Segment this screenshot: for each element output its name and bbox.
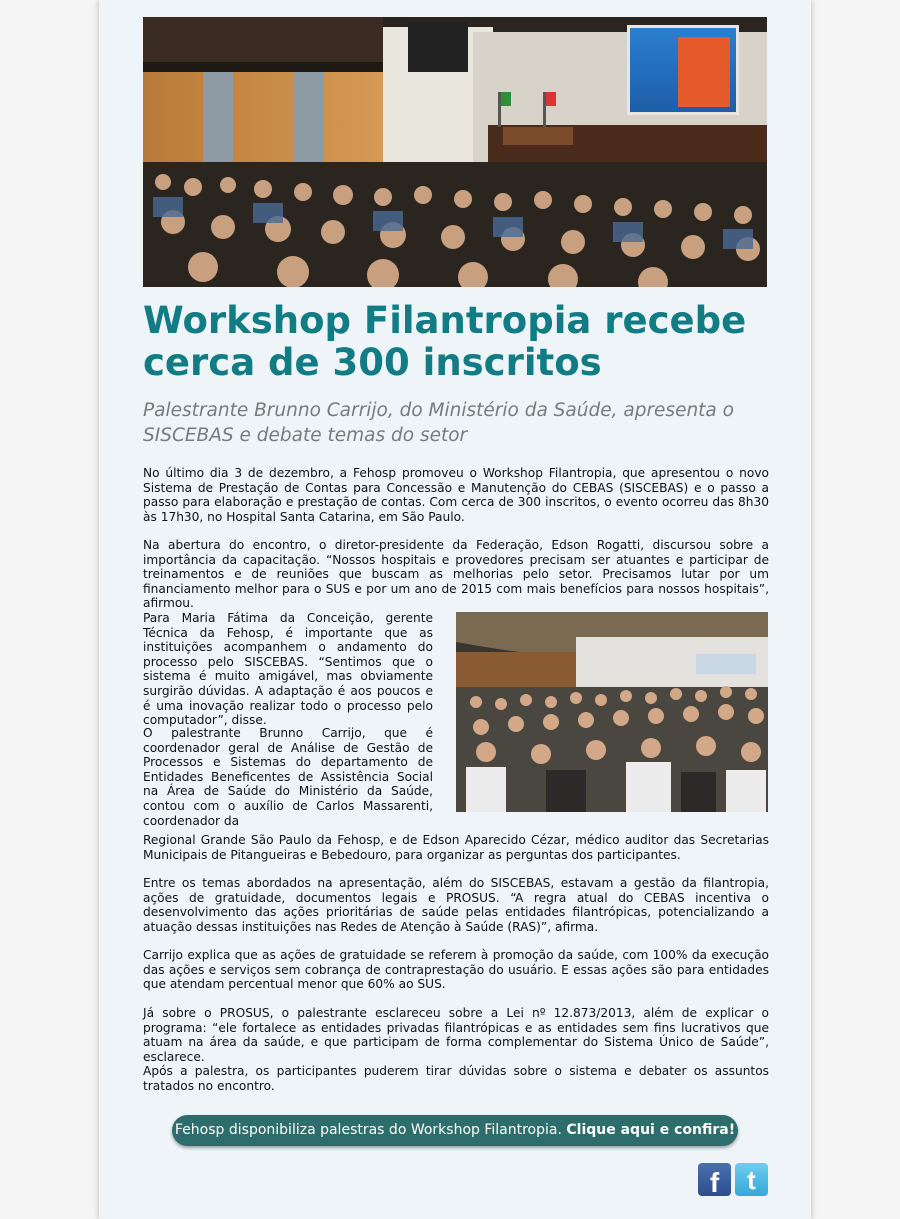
facebook-icon[interactable]: f [698,1163,731,1196]
paragraph-6: Carrijo explica que as ações de gratuidade se referem à promoção da saúde, com 100% da execução das ações e serviços sem cobrança de contraprestação do usuário. E essas ações são para entidades que atendam percentual menor que 60% ao SUS. [143,948,769,992]
audience-photo [456,612,768,812]
paragraph-8: Após a palestra, os participantes puderem tirar dúvidas sobre o sistema e debater os assuntos tratados no encontro. [143,1064,769,1093]
article-title: Workshop Filantropia recebe cerca de 300 inscritos [143,299,747,384]
paragraph-4-start: O palestrante Brunno Carrijo, que é coordenador geral de Análise de Gestão de Processos e Sistemas do departamento de Entidades Beneficentes de Assistência Social na Área de Saúde do Ministério da Saúde, contou com o auxílio de Carlos Massarenti, coordenador da [143,726,433,828]
banner-cta: Clique aqui e confira! [566,1122,736,1138]
lectures-banner-button[interactable] [172,1115,738,1146]
hero-photo [143,17,767,287]
banner-text: Fehosp disponibiliza palestras do Workshop Filantropia. [174,1122,567,1138]
paragraph-3: Para Maria Fátima da Conceição, gerente Técnica da Fehosp, é importante que as instituições acompanhem o andamento do processo pelo SISCEBAS. “Sentimos que o sistema é muito amigável, mas obviamente surgirão dúvidas. A adaptação é aos poucos e é uma inovação realizar todo o processo pelo computador”, disse. [143,611,433,728]
paragraph-1: No último dia 3 de dezembro, a Fehosp promoveu o Workshop Filantropia, que apresentou o novo Sistema de Prestação de Contas para Concessão e Manutenção do CEBAS (SISCEBAS) e o passo a passo para elaboração e prestação de contas. Com cerca de 300 inscritos, o evento ocorreu das 8h30 às 17h30, no Hospital Santa Catarina, em São Paulo. [143,466,769,524]
paragraph-7: Já sobre o PROSUS, o palestrante esclareceu sobre a Lei nº 12.873/2013, além de explicar o programa: “ele fortalece as entidades privadas filantrópicas e as entidades sem fins lucrativos que atuam na área da saúde, e que participam de forma complementar do Sistema Único de Saúde”, esclarece. [143,1006,769,1064]
article-subtitle: Palestrante Brunno Carrijo, do Ministério da Saúde, apresenta o SISCEBAS e debate temas do setor [143,400,734,446]
paragraph-4-continued: Regional Grande São Paulo da Fehosp, e de Edson Aparecido Cézar, médico auditor das Secretarias Municipais de Pitangueiras e Bebedouro, para organizar as perguntas dos participantes. [143,833,769,862]
paragraph-2: Na abertura do encontro, o diretor-presidente da Federação, Edson Rogatti, discursou sobre a importância da capacitação. “Nossos hospitais e provedores precisam ser atuantes e participar de treinamentos e de reuniões que buscam as melhorias pelo setor. Precisamos lutar por um financiamento melhor para o SUS e por um ano de 2015 com mais benefícios para nossos hospitais”, afirmou. [143,538,769,611]
paragraph-5: Entre os temas abordados na apresentação, além do SISCEBAS, estavam a gestão da filantropia, ações de gratuidade, documentos legais e PROSUS. “A regra atual do CEBAS incentiva o desenvolvimento das ações prioritárias de saúde pelas entidades filantrópicas, potencializando a atuação dessas instituições nas Redes de Atenção à Saúde (RAS)”, afirma. [143,876,769,934]
twitter-icon[interactable]: t [735,1163,768,1196]
